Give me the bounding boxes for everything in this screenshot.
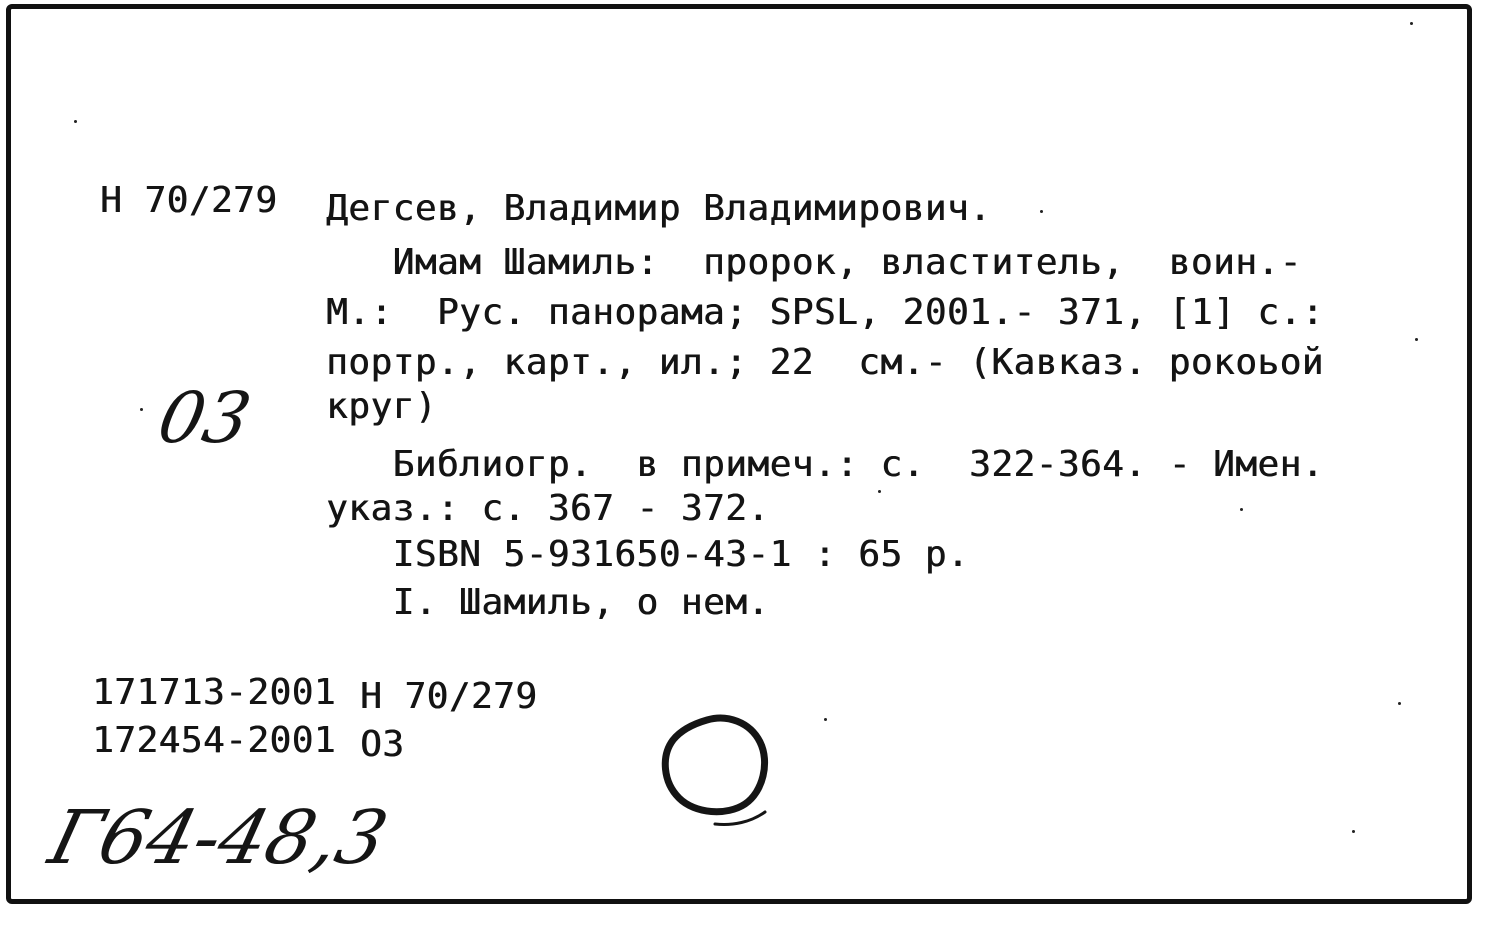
description-line: Библиогр. в примеч.: с. 322-364. - Имен. xyxy=(326,444,1324,485)
speck xyxy=(1410,22,1413,25)
speck xyxy=(1415,338,1418,341)
description-line: I. Шамиль, о нем. xyxy=(326,582,770,623)
description-line: портр., карт., ил.; 22 см.- (Кавказ. рокоьой xyxy=(326,342,1324,383)
speck xyxy=(1040,210,1043,213)
inventory-mark: ОЗ xyxy=(360,724,405,765)
description-line: круг) xyxy=(326,386,437,427)
speck xyxy=(1352,830,1355,833)
speck xyxy=(824,718,827,721)
speck xyxy=(140,408,143,411)
speck xyxy=(1398,702,1401,705)
description-line: М.: Рус. панорама; SPSL, 2001.- 371, [1] с.: xyxy=(326,292,1324,333)
speck xyxy=(878,490,881,493)
inventory-mark: Н 70/279 xyxy=(360,676,538,717)
speck xyxy=(74,120,77,123)
description-line: Имам Шамиль: пророк, властитель, воин.- xyxy=(326,242,1302,283)
punch-hole-circle xyxy=(655,712,780,832)
handwritten-code: 03 xyxy=(151,377,258,459)
shelfmark: Н 70/279 xyxy=(100,180,278,221)
author-heading: Дегсев, Владимир Владимирович. xyxy=(326,188,992,229)
description-line: указ.: с. 367 - 372. xyxy=(326,488,770,529)
description-line: ISBN 5-931650-43-1 : 65 р. xyxy=(326,534,970,575)
classification-code: Г64-48,3 xyxy=(41,795,396,881)
inventory-number: 171713-2001 xyxy=(92,672,336,713)
inventory-number: 172454-2001 xyxy=(92,720,336,761)
speck xyxy=(1240,508,1243,511)
